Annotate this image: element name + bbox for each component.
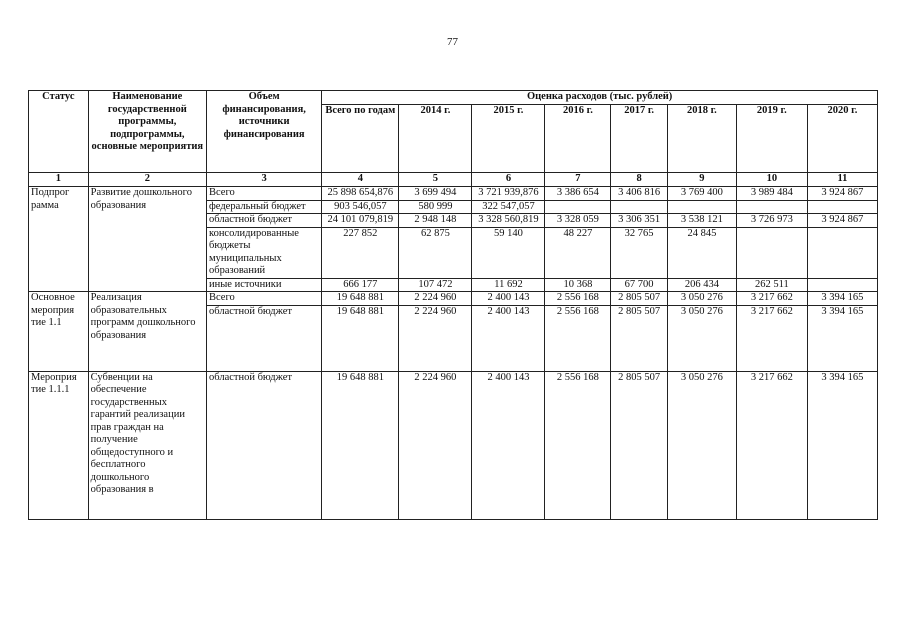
budget-table <box>28 90 878 520</box>
value-cell: 3 306 351 <box>611 214 668 228</box>
value-cell: 2 948 148 <box>399 214 472 228</box>
value-cell: 3 699 494 <box>399 187 472 201</box>
column-number: 9 <box>667 173 736 187</box>
column-number: 4 <box>322 173 399 187</box>
column-number: 1 <box>29 173 89 187</box>
value-cell: 24 101 079,819 <box>322 214 399 228</box>
column-number-row <box>29 173 878 187</box>
value-cell: 3 924 867 <box>807 187 877 201</box>
value-cell: 25 898 654,876 <box>322 187 399 201</box>
column-number: 2 <box>88 173 206 187</box>
value-cell: 262 511 <box>736 278 807 292</box>
value-cell: 62 875 <box>399 227 472 278</box>
value-cell: 3 406 816 <box>611 187 668 201</box>
name-cell: Реализация образовательных программ дошкольного образования <box>88 292 206 372</box>
header-name: Наименование государственной программы, подпрограммы, основные мероприятия <box>88 91 206 173</box>
source-cell: Всего <box>207 187 322 201</box>
value-cell: 3 394 165 <box>807 305 877 371</box>
column-number: 11 <box>807 173 877 187</box>
value-cell: 2 224 960 <box>399 292 472 306</box>
value-cell: 3 217 662 <box>736 305 807 371</box>
value-cell: 2 400 143 <box>472 292 545 306</box>
value-cell <box>807 227 877 278</box>
header-status: Статус <box>29 91 89 173</box>
value-cell: 3 538 121 <box>667 214 736 228</box>
status-cell: Мероприя тие 1.1.1 <box>29 371 89 519</box>
value-cell: 3 217 662 <box>736 371 807 519</box>
value-cell: 2 224 960 <box>399 371 472 519</box>
column-number: 7 <box>545 173 611 187</box>
value-cell: 2 556 168 <box>545 292 611 306</box>
table-row <box>29 292 878 306</box>
value-cell: 59 140 <box>472 227 545 278</box>
column-number: 5 <box>399 173 472 187</box>
value-cell: 322 547,057 <box>472 200 545 214</box>
value-cell: 67 700 <box>611 278 668 292</box>
value-cell: 2 556 168 <box>545 371 611 519</box>
value-cell: 3 924 867 <box>807 214 877 228</box>
source-cell: областной бюджет <box>207 371 322 519</box>
column-number: 8 <box>611 173 668 187</box>
value-cell: 3 394 165 <box>807 292 877 306</box>
value-cell: 3 726 973 <box>736 214 807 228</box>
value-cell: 3 217 662 <box>736 292 807 306</box>
source-cell: иные источники <box>207 278 322 292</box>
value-cell: 3 328 560,819 <box>472 214 545 228</box>
value-cell: 19 648 881 <box>322 371 399 519</box>
column-number: 6 <box>472 173 545 187</box>
value-cell: 32 765 <box>611 227 668 278</box>
source-cell: Всего <box>207 292 322 306</box>
value-cell: 19 648 881 <box>322 305 399 371</box>
status-cell: Основное мероприя тие 1.1 <box>29 292 89 372</box>
value-cell <box>807 278 877 292</box>
header-volume: Объем финансирования, источники финансирования <box>207 91 322 173</box>
table-row <box>29 371 878 519</box>
value-cell: 3 394 165 <box>807 371 877 519</box>
header-year: 2019 г. <box>736 105 807 173</box>
value-cell: 2 400 143 <box>472 371 545 519</box>
value-cell: 107 472 <box>399 278 472 292</box>
header-year: 2017 г. <box>611 105 668 173</box>
value-cell <box>545 200 611 214</box>
value-cell <box>667 200 736 214</box>
value-cell: 3 050 276 <box>667 305 736 371</box>
value-cell: 3 989 484 <box>736 187 807 201</box>
value-cell: 2 400 143 <box>472 305 545 371</box>
source-cell: областной бюджет <box>207 305 322 371</box>
header-year: 2018 г. <box>667 105 736 173</box>
value-cell: 903 546,057 <box>322 200 399 214</box>
value-cell: 2 224 960 <box>399 305 472 371</box>
value-cell: 24 845 <box>667 227 736 278</box>
name-cell: Субвенции на обеспечение государственных гарантий реализации прав граждан на получение общедоступного и бесплатного дошкольного образования в <box>88 371 206 519</box>
column-number: 3 <box>207 173 322 187</box>
header-estimate: Оценка расходов (тыс. рублей) <box>322 91 878 105</box>
value-cell: 580 999 <box>399 200 472 214</box>
value-cell <box>611 200 668 214</box>
value-cell: 3 050 276 <box>667 292 736 306</box>
value-cell: 3 050 276 <box>667 371 736 519</box>
value-cell <box>736 227 807 278</box>
value-cell <box>807 200 877 214</box>
table-row <box>29 187 878 201</box>
page-number: 77 <box>447 36 458 48</box>
value-cell <box>736 200 807 214</box>
value-cell: 2 805 507 <box>611 305 668 371</box>
header-year: 2016 г. <box>545 105 611 173</box>
source-cell: федеральный бюджет <box>207 200 322 214</box>
status-cell: Подпрог рамма <box>29 187 89 292</box>
value-cell: 10 368 <box>545 278 611 292</box>
source-cell: консолидированные бюджеты муниципальных образований <box>207 227 322 278</box>
name-cell: Развитие дошкольного образования <box>88 187 206 292</box>
value-cell: 2 556 168 <box>545 305 611 371</box>
value-cell: 3 721 939,876 <box>472 187 545 201</box>
header-total: Всего по годам <box>322 105 399 173</box>
value-cell: 19 648 881 <box>322 292 399 306</box>
value-cell: 3 386 654 <box>545 187 611 201</box>
value-cell: 666 177 <box>322 278 399 292</box>
value-cell: 206 434 <box>667 278 736 292</box>
value-cell: 11 692 <box>472 278 545 292</box>
value-cell: 2 805 507 <box>611 292 668 306</box>
header-year: 2020 г. <box>807 105 877 173</box>
value-cell: 227 852 <box>322 227 399 278</box>
value-cell: 2 805 507 <box>611 371 668 519</box>
value-cell: 3 769 400 <box>667 187 736 201</box>
value-cell: 3 328 059 <box>545 214 611 228</box>
header-year: 2014 г. <box>399 105 472 173</box>
source-cell: областной бюджет <box>207 214 322 228</box>
value-cell: 48 227 <box>545 227 611 278</box>
header-year: 2015 г. <box>472 105 545 173</box>
column-number: 10 <box>736 173 807 187</box>
